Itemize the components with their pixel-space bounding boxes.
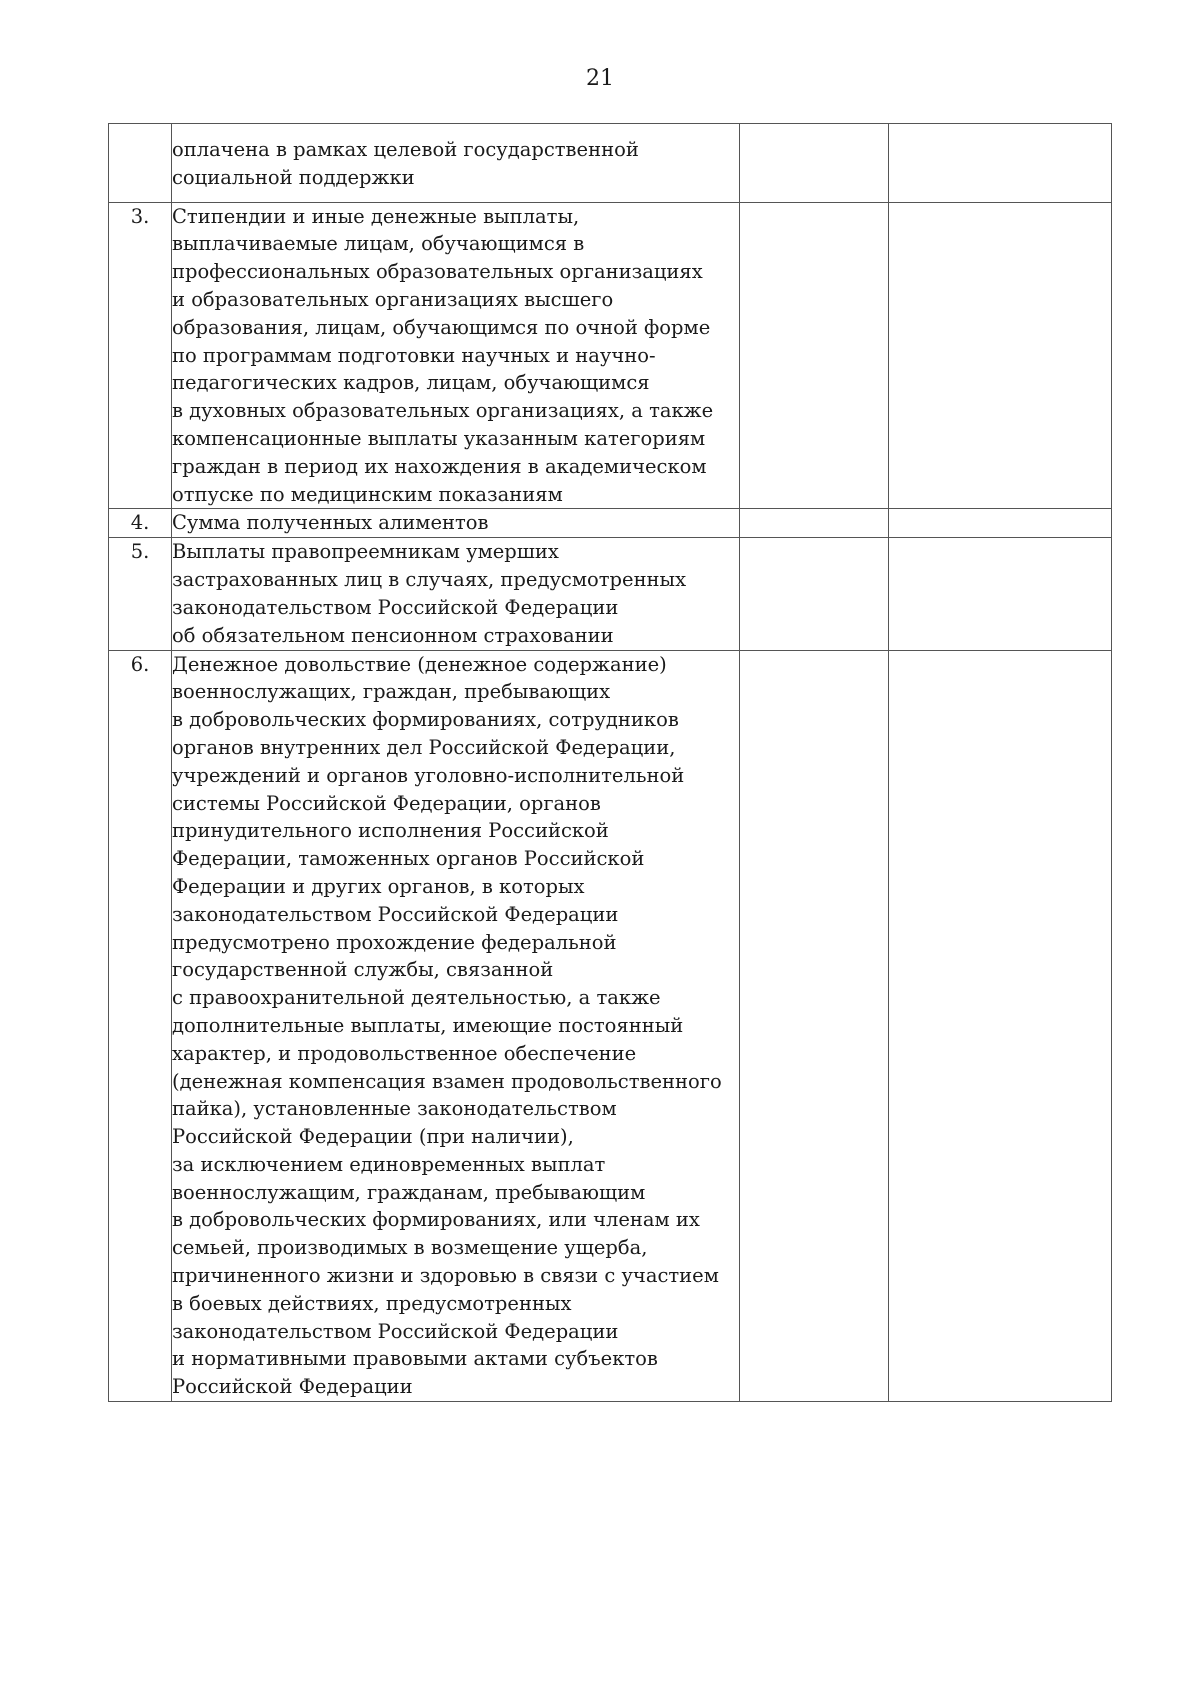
table-row bbox=[109, 538, 1112, 650]
description-line: военнослужащим, гражданам, пребывающим bbox=[172, 1180, 646, 1204]
row-value-cell-4 bbox=[889, 650, 1112, 1402]
row-description-cell bbox=[172, 538, 740, 650]
row-description-cell bbox=[172, 509, 740, 538]
description-line: Федерации и других органов, в которых bbox=[172, 874, 585, 898]
description-line: социальной поддержки bbox=[172, 165, 415, 189]
description-line: в духовных образовательных организациях, а также bbox=[172, 399, 714, 423]
description-line: семьей, производимых в возмещение ущерба, bbox=[172, 1236, 648, 1260]
row-number-cell: 3. bbox=[109, 202, 172, 509]
description-line: с правоохранительной деятельностью, а также bbox=[172, 986, 661, 1010]
description-line: характер, и продовольственное обеспечение bbox=[172, 1041, 637, 1065]
row-value-cell-4 bbox=[889, 202, 1112, 509]
description-line: принудительного исполнения Российской bbox=[172, 819, 609, 843]
description-line: системы Российской Федерации, органов bbox=[172, 791, 601, 815]
description-line: застрахованных лиц в случаях, предусмотренных bbox=[172, 568, 687, 592]
description-line: в добровольческих формированиях, или членам их bbox=[172, 1208, 700, 1232]
page-number: 21 bbox=[586, 66, 614, 91]
description-line: учреждений и органов уголовно-исполнительной bbox=[172, 763, 685, 787]
row-number-cell bbox=[109, 124, 172, 203]
row-value-cell-3 bbox=[740, 124, 889, 203]
row-number-cell: 4. bbox=[109, 509, 172, 538]
description-line: граждан в период их нахождения в академическом bbox=[172, 454, 707, 478]
description-line: в боевых действиях, предусмотренных bbox=[172, 1291, 572, 1315]
description-line: образования, лицам, обучающимся по очной форме bbox=[172, 315, 711, 339]
description-line: педагогических кадров, лицам, обучающимся bbox=[172, 371, 650, 395]
row-number-cell: 5. bbox=[109, 538, 172, 650]
description-line: оплачена в рамках целевой государственной bbox=[172, 138, 639, 161]
description-line: военнослужащих, граждан, пребывающих bbox=[172, 680, 611, 704]
row-value-cell-3 bbox=[740, 202, 889, 509]
description-line: по программам подготовки научных и научно- bbox=[172, 343, 656, 367]
row-value-cell-4 bbox=[889, 538, 1112, 650]
row-description-cell bbox=[172, 650, 740, 1402]
description-line: в добровольческих формированиях, сотрудников bbox=[172, 708, 679, 732]
description-line: Денежное довольствие (денежное содержание) bbox=[172, 652, 667, 676]
description-line: законодательством Российской Федерации bbox=[172, 595, 619, 619]
description-line: Федерации, таможенных органов Российской bbox=[172, 847, 645, 871]
description-line: за исключением единовременных выплат bbox=[172, 1152, 606, 1176]
table-row bbox=[109, 124, 1112, 203]
description-line: предусмотрено прохождение федеральной bbox=[172, 930, 617, 954]
description-line: и нормативными правовыми актами субъектов bbox=[172, 1347, 658, 1371]
description-line: Российской Федерации bbox=[172, 1375, 413, 1399]
row-description-cell bbox=[172, 202, 740, 509]
row-value-cell-4 bbox=[889, 509, 1112, 538]
description-line: выплачиваемые лицам, обучающимся в bbox=[172, 232, 585, 256]
description-line: органов внутренних дел Российской Федерации, bbox=[172, 735, 676, 759]
table-row bbox=[109, 650, 1112, 1402]
description-line: и образовательных организациях высшего bbox=[172, 287, 614, 311]
description-line: законодательством Российской Федерации bbox=[172, 1319, 619, 1343]
description-line: компенсационные выплаты указанным категориям bbox=[172, 426, 706, 450]
description-line: законодательством Российской Федерации bbox=[172, 902, 619, 926]
description-line: причиненного жизни и здоровью в связи с участием bbox=[172, 1264, 719, 1288]
description-line: профессиональных образовательных организациях bbox=[172, 260, 703, 284]
description-line: пайка), установленные законодательством bbox=[172, 1097, 617, 1121]
description-line: государственной службы, связанной bbox=[172, 958, 554, 982]
description-line: отпуске по медицинским показаниям bbox=[172, 482, 563, 506]
description-line: Сумма полученных алиментов bbox=[172, 511, 489, 535]
description-line: дополнительные выплаты, имеющие постоянный bbox=[172, 1013, 684, 1037]
row-description-cell bbox=[172, 124, 740, 203]
table-row bbox=[109, 202, 1112, 509]
description-line: об обязательном пенсионном страховании bbox=[172, 623, 614, 647]
income-table bbox=[108, 123, 1112, 1402]
table-row bbox=[109, 509, 1112, 538]
row-value-cell-3 bbox=[740, 509, 889, 538]
row-value-cell-4 bbox=[889, 124, 1112, 203]
description-line: (денежная компенсация взамен продовольственного bbox=[172, 1069, 722, 1093]
description-line: Российской Федерации (при наличии), bbox=[172, 1125, 574, 1149]
description-line: Стипендии и иные денежные выплаты, bbox=[172, 204, 580, 228]
row-value-cell-3 bbox=[740, 538, 889, 650]
row-number-cell: 6. bbox=[109, 650, 172, 1402]
description-line: Выплаты правопреемникам умерших bbox=[172, 540, 559, 564]
row-value-cell-3 bbox=[740, 650, 889, 1402]
table-body bbox=[109, 124, 1112, 1402]
